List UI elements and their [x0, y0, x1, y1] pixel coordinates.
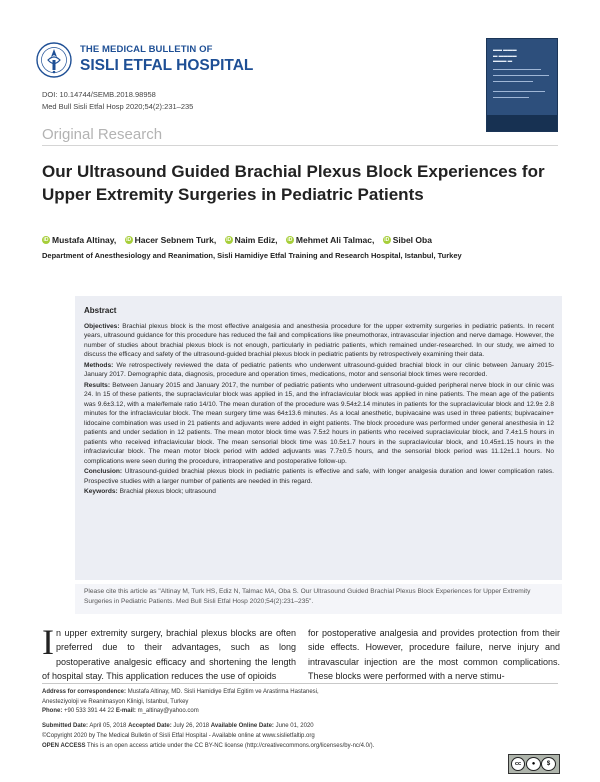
correspondence-line: Address for correspondence: Mustafa Altinay, MD. Sisli Hamidiye Etfal Egitim ve Arastirma Hastanesi, — [42, 689, 319, 695]
abstract-box — [75, 296, 562, 580]
address-line: Anesteziyoloji ve Reanimasyon Klinigi, Istanbul, Turkey — [42, 698, 189, 705]
author-name: Sibel Oba — [392, 235, 432, 245]
section-label: Original Research — [42, 126, 163, 143]
copyright-line: ©Copyright 2020 by The Medical Bulletin of Sisli Etfal Hospital - Available online at www.sislietfaltip.org — [42, 732, 315, 739]
body-column-left: In upper extremity surgery, brachial plexus blocks are often preferred due to their advantages, such as long postoperative analgesic efficacy and shortening the length of hospital stay. This application reduces the use of opioids — [42, 622, 296, 681]
author-name: Hacer Sebnem Turk, — [134, 235, 217, 245]
author-name: Mustafa Altinay, — [52, 235, 117, 245]
abstract-methods: Methods: We retrospectively reviewed the data of pediatric patients who underwent ultrasound-guided brachial block in our clinic between January 2015-January 2017. Demographic data, diagnosis, procedure and operation times, medications, motor and sensorial block times were recorded. — [84, 361, 554, 378]
abstract-keywords: Keywords: Brachial plexus block; ultrasound — [84, 488, 216, 495]
abstract-results: Results: Between January 2015 and January 2017, the number of pediatric patients who underwent ultrasound-guided peripheral nerve block in our clinic was 24. In 15 of these patients, the supraclavicular block was applied in 15, and the infraclavicular block was applied in nine patients. The mean age of the patients was 9.6±3.12, with a male/female ratio 14/10. The mean duration of the procedure was 9.54±2.14 minutes in patients for the supraclavicular block and 12.9± 2.8 minutes for the infraclavicular block. The mean surgery time was 64±13.6 minutes. As a local anesthetic, bupivacaine was used in three patients; bupivacaine+ lidocaine combination was used in 21 patients and adjuvants were added in eight patients. The block procedure was performed under general anesthesia in 12 patients and under sedation in 12 patients. The mean motor block time was 7.5±2 hours in patients who received supraclavicular block, and 7.4±1.5 hours in patients who received infraclavicular block. The mean sensorial block time was 10.5±1.7 hours in the supraclavicular block, and 10.45±1.15 hours in the infraclavicular block. The mean motor block period with added adjuvants was 7.7±0.5 hours, and the sensorial block period was 11.12±1.1 hours. No complications were seen during the procedure, intraoperative and postoperative follow-up. — [84, 381, 554, 465]
footer — [42, 688, 512, 751]
author[interactable] — [42, 235, 116, 245]
please-cite-text: Please cite this article as "Altinay M, Turk HS, Ediz N, Talmac MA, Oba S. Our Ultrasound Guided Brachial Plexus Block Experiences for Upper Extremity Surgeries in Pediatric Patients. Med Bull Sisli Etfal Hosp 2020;54(2):231–235". — [84, 588, 531, 605]
doi[interactable]: DOI: 10.14744/SEMB.2018.98958 — [42, 90, 156, 99]
author[interactable] — [225, 235, 278, 245]
citation-short: Med Bull Sisli Etfal Hosp 2020;54(2):231–235 — [42, 102, 194, 111]
license-line: OPEN ACCESS This is an open access article under the CC BY-NC license (http://creativecommons.org/licenses/by-nc/4.0/). — [42, 742, 375, 749]
body-column-right: for postoperative analgesia and provides protection from their side effects. However, procedure failure, nerve injury and intravascular injection are the most common complications. These blocks were performed with a nerve stimu- — [308, 628, 560, 681]
abstract-objectives: Objectives: Brachial plexus block is the most effective analgesia and anesthesia procedure for the upper extremity surgeries in pediatric patients. In recent years, ultrasound guidance for this procedure has reduced the fail and complications like pneumothorax, intravascular injection and nerve damage. However, the number of studies about brachial plexus block is not enough, particularly in pediatric patients, which remained under-researched. In our study, we aimed to discuss the efficacy and safety of the ultrasound-guided brachial plexus block in pediatric patients by retrospectively examining their data. — [84, 322, 554, 358]
author-list — [42, 233, 562, 245]
please-cite-box — [75, 584, 562, 614]
orcid-icon[interactable]: iD — [287, 237, 293, 243]
abstract-conclusion: Conclusion: Ultrasound-guided brachial plexus block in pediatric patients is effective and safe, with longer analgesia duration and lower complication rates. Prospective studies with a larger number of patients are needed in this regard. — [84, 468, 554, 485]
author[interactable] — [286, 235, 374, 245]
footer-divider — [42, 683, 558, 684]
article-title: Our Ultrasound Guided Brachial Plexus Block Experiences for Upper Extremity Surgeries in Pediatric Patients — [42, 162, 545, 204]
journal-cover-thumbnail — [486, 38, 558, 132]
contact-line: Phone: +90 533 391 44 22 E-mail: m_altinay@yahoo.com — [42, 708, 199, 715]
drop-cap: I — [42, 622, 54, 662]
cc-license-badge-icon[interactable] — [508, 754, 560, 774]
orcid-icon[interactable]: iD — [126, 237, 132, 243]
author[interactable] — [125, 235, 217, 245]
journal-name-top: THE MEDICAL BULLETIN OF — [80, 44, 213, 55]
orcid-icon[interactable]: iD — [226, 237, 232, 243]
dates-line: Submitted Date: April 05, 2018 Accepted Date: July 26, 2018 Available Online Date: June 01, 2020 — [42, 723, 314, 730]
divider — [42, 145, 558, 146]
abstract-heading: Abstract — [84, 306, 117, 315]
journal-name-main: SISLI ETFAL HOSPITAL — [80, 57, 254, 74]
author-name: Naim Ediz, — [234, 235, 278, 245]
orcid-icon[interactable]: iD — [384, 237, 390, 243]
author[interactable] — [383, 235, 432, 245]
affiliation: Department of Anesthesiology and Reanimation, Sisli Hamidiye Etfal Training and Research Hospital, Istanbul, Turkey — [42, 251, 462, 260]
orcid-icon[interactable]: iD — [43, 237, 49, 243]
cover-title-icon: ▬▬ ▬▬▬ ▬ ▬▬▬▬ ▬▬▬ ▬ — [493, 47, 517, 63]
cc-icon: cc — [511, 757, 525, 771]
hospital-logo-icon — [36, 42, 72, 78]
email-link[interactable]: m_altinay@yahoo.com — [137, 708, 199, 715]
author-name: Mehmet Ali Talmac, — [295, 235, 375, 245]
cc-nc-icon: $ — [541, 757, 556, 771]
cc-by-icon: ● — [526, 757, 541, 771]
